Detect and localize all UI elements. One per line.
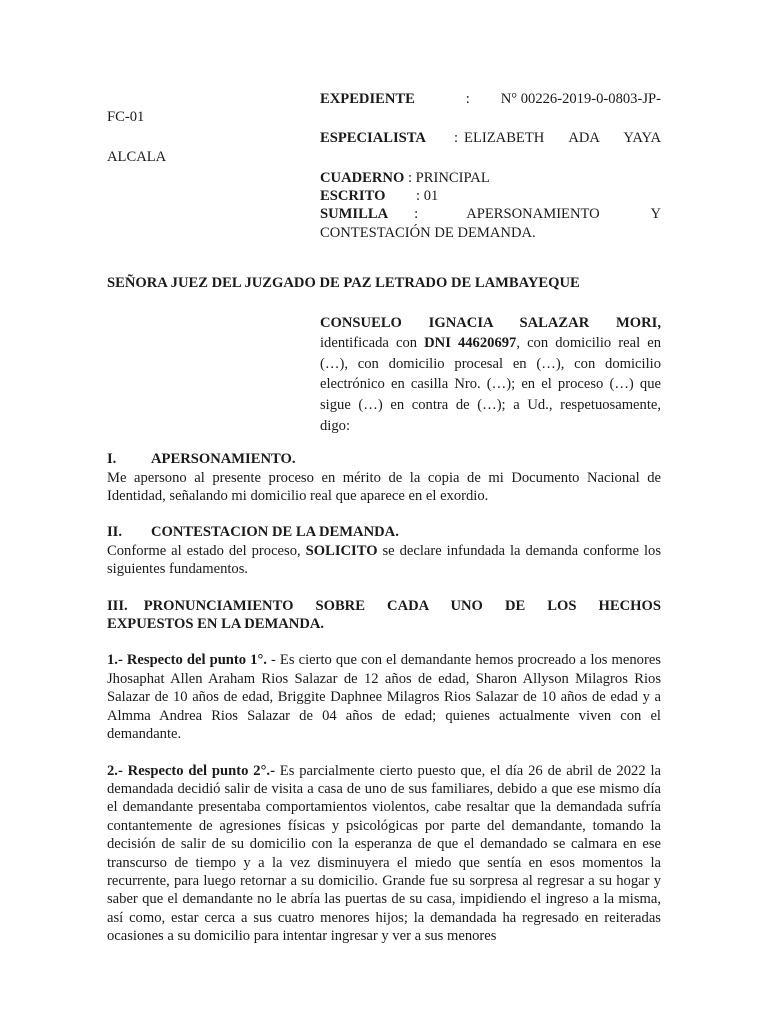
section-heading: PRONUNCIAMIENTO SOBRE CADA UNO DE LOS HECHOS — [143, 597, 661, 614]
section-title — [107, 450, 661, 468]
expediente-sep: : — [465, 91, 470, 107]
section-contestacion — [107, 523, 661, 578]
point-1 — [107, 651, 661, 743]
section-title — [107, 523, 661, 541]
party-intro — [320, 313, 661, 437]
especialista-sep: : — [453, 129, 459, 146]
especialista-label: ESPECIALISTA — [320, 129, 426, 146]
section-heading: APERSONAMIENTO. — [151, 451, 296, 468]
point-text: - Es cierto que con el demandante hemos procreado a los menores Jhosaphat Allen Araham Rios Salazar de 12 años de edad, Sharon Allyson Milagros Rios Salazar de 10 años de edad, Briggite Daphnee Milagros Rios Salazar de 10 años de edad y a Almma Andrea Rios Salazar de 04 años de edad; quienes actualmente viven con el demandante. — [107, 652, 661, 743]
section-heading: CONTESTACION DE LA DEMANDA. — [151, 524, 399, 541]
expediente-row — [320, 90, 661, 108]
party-rest: , con domicilio real en (…), con domicilio procesal en (…), con domicilio electrónico en casilla Nro. (…); en el proceso (…) que sigue (…) en contra de (…); a Ud., respetuosamente, digo: — [320, 335, 661, 434]
sumilla-row — [320, 205, 661, 223]
section-number: I. — [107, 451, 117, 468]
sumilla-value: APERSONAMIENTO Y — [466, 206, 661, 223]
party-id-prefix: identificada con — [320, 335, 425, 352]
section-heading-line1 — [107, 597, 661, 615]
section-body: Me apersono al presente proceso en mérito de la copia de mi Documento Nacional de Identidad, señalando mi domicilio real que aparece en el exordio. — [107, 469, 661, 505]
party-details — [320, 333, 661, 436]
sumilla-sep: : — [414, 206, 419, 223]
escrito-value: : 01 — [416, 188, 439, 205]
section-apersonamiento — [107, 450, 661, 505]
especialista-value: ELIZABETH ADA YAYA — [464, 129, 661, 146]
sumilla-label: SUMILLA — [320, 206, 389, 223]
point-label: 2.- Respecto del punto 2°.- — [107, 762, 275, 779]
party-dni: DNI 44620697 — [424, 335, 517, 352]
section-number: II. — [107, 524, 123, 541]
cuaderno-value: : PRINCIPAL — [407, 169, 490, 186]
point-text: Es parcialmente cierto puesto que, el día 26 de abril de 2022 la demandada decidió salir de visita a casa de uno de sus familiares, debido a que ese mismo día el demandante presentaba comportamientos violentos, cabe resaltar que la demandada sufría contantemente de agresiones físicas y psicológicas por parte del demandante, tomando la decisión de salir de su domicilio con la esperanza de que el demandado se calmara en ese transcurso de tiempo y a la vez disminuyera el miedo que sentía en esos momentos la recurrente, para luego retornar a su domicilio. Grande fue su sorpresa al regresar a su hogar y saber que el demandante no le abría las puertas de su casa, impidiendo el ingreso a la misma, así como, estar cerca a sus cuatro menores hijos; la demandada ha regresado en reiteradas ocasiones a su domicilio para intentar ingresar y ver a sus menores — [107, 762, 662, 945]
section-body — [107, 542, 661, 579]
cuaderno-label: CUADERNO — [320, 169, 405, 186]
case-header — [107, 90, 661, 242]
escrito-row — [320, 187, 661, 205]
point-2 — [107, 762, 661, 946]
expediente-label: EXPEDIENTE — [320, 91, 415, 107]
expediente-continuation: FC-01 — [107, 109, 145, 126]
expediente-value: N° 00226-2019-0-0803-JP- — [500, 91, 661, 107]
section-pronunciamiento — [107, 597, 661, 634]
especialista-continuation: ALCALA — [107, 149, 167, 166]
section-body-text: Conforme al estado del proceso, — [107, 542, 306, 559]
addressee: SEÑORA JUEZ DEL JUZGADO DE PAZ LETRADO DE LAMBAYEQUE — [107, 275, 580, 292]
section-number: III. — [107, 597, 128, 614]
party-name: CONSUELO IGNACIA SALAZAR MORI, — [320, 314, 661, 331]
escrito-label: ESCRITO — [320, 188, 386, 205]
cuaderno-row — [320, 169, 661, 187]
section-body-text: se declare infundada la demanda conforme los siguientes fundamentos. — [107, 542, 662, 578]
section-body-emphasis: SOLICITO — [305, 542, 378, 559]
especialista-row — [320, 129, 661, 147]
document-page — [107, 90, 661, 946]
sumilla-continuation: CONTESTACIÓN DE DEMANDA. — [320, 224, 536, 241]
section-heading-line2: EXPUESTOS EN LA DEMANDA. — [107, 616, 325, 633]
point-label: 1.- Respecto del punto 1°. — [107, 652, 267, 669]
